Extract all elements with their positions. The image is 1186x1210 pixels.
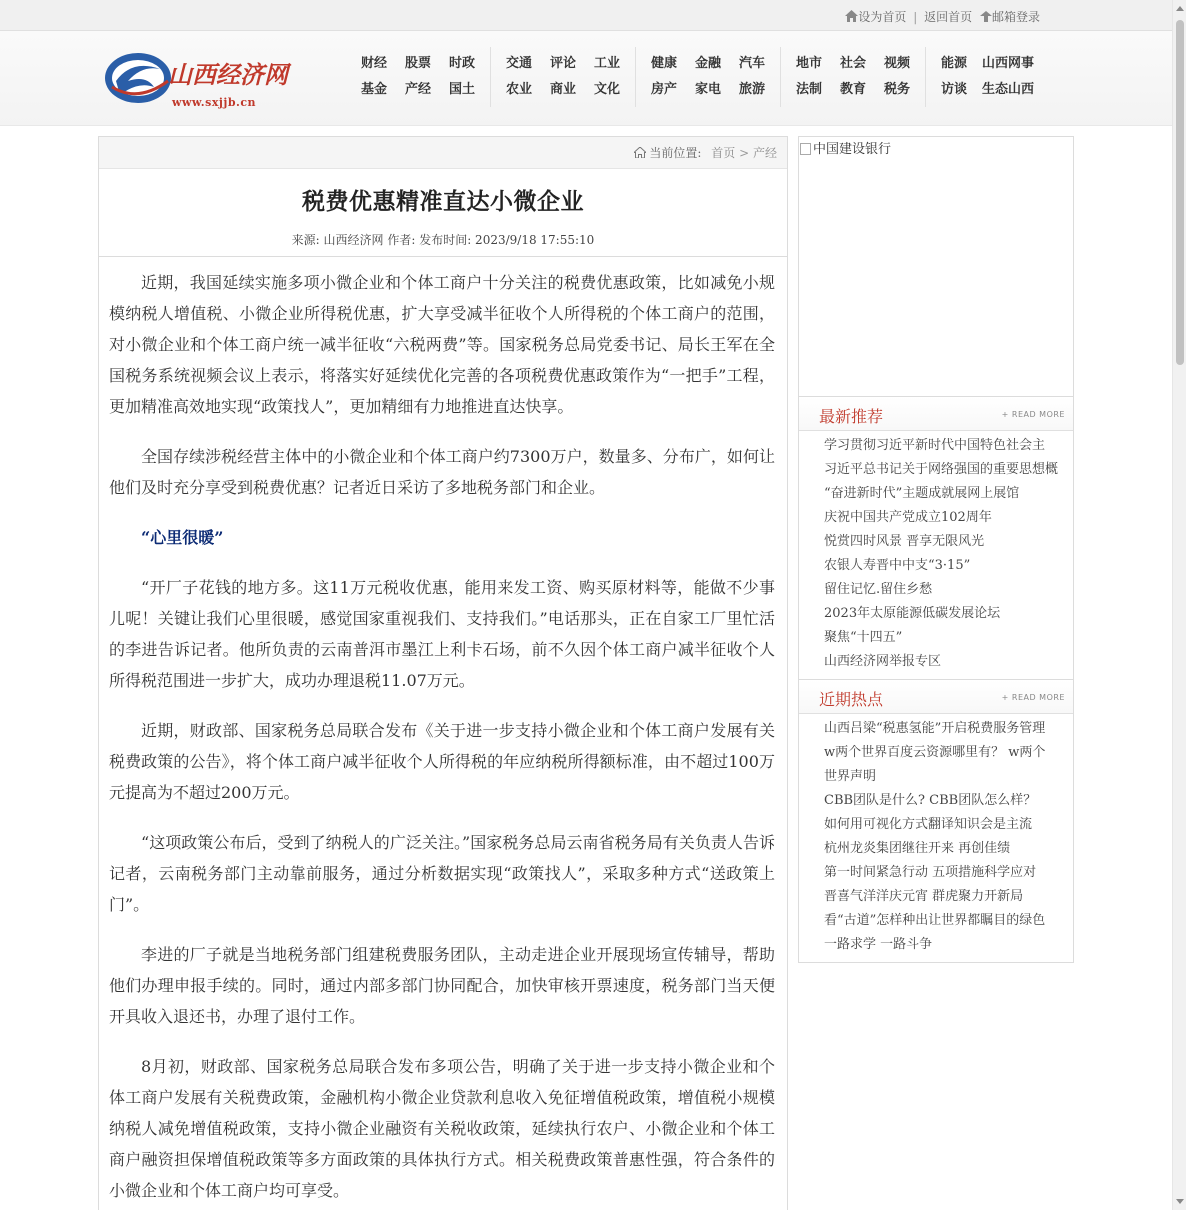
nav-item[interactable]: 农业 [505,82,532,97]
list-item[interactable]: 山西吕梁“税惠氢能”开启税费服务管理 [824,721,1046,736]
list-item[interactable]: 庆祝中国共产党成立102周年 [824,510,992,525]
article-body [99,257,787,1206]
list-item[interactable]: 留住记忆.留住乡愁 [824,582,933,597]
list-item[interactable]: 第一时间紧急行动 五项措施科学应对 晋喜气洋洋庆元宵 群虎聚力开新局 [824,865,1037,904]
article-paragraph: 近期，我国延续实施多项小微企业和个体工商户十分关注的税费优惠政策，比如减免小规模纳税人增值税、小微企业所得税优惠，扩大享受减半征收个人所得税的个体工商户的范围，对小微企业和个体工商户统一减半征收“六税两费”等。国家税务总局党委书记、局长王军在全国税务系统视频会议上表示，将落实好延续优化完善的各项税费优惠政策作为“一把手”工程，更加精准高效地实现“政策找人”，更加精细有力地推进直达快享。 [109,273,775,416]
nav-item[interactable]: 交通 [505,56,532,71]
nav-group-1 [346,47,491,107]
list-item[interactable]: 山西经济网举报专区 [824,654,942,669]
nav-item[interactable]: 健康 [650,56,677,71]
page-scrollbar[interactable] [1172,0,1186,1210]
list-item[interactable]: CBB团队是什么? CBB团队怎么样？如何用可视化方式翻译知识会是主流 [824,793,1037,832]
nav-item[interactable]: 工业 [593,56,620,71]
article-paragraph: 李进的厂子就是当地税务部门组建税费服务团队，主动走进企业开展现场宣传辅导，帮助他们办理申报手续的。同时，通过内部多部门协同配合，加快审核开票速度，税务部门当天便开具收入退还书，办理了退付工作。 [109,945,775,1026]
nav-item[interactable]: 社会 [839,56,866,71]
breadcrumb-home-link[interactable]: 首页 [711,146,736,160]
mail-login-link[interactable] [980,10,1040,24]
nav-item[interactable]: 生态山西 [981,82,1034,97]
top-utility-bar [0,0,1186,31]
nav-item[interactable]: 访谈 [940,82,967,97]
article-paragraph: 8月初，财政部、国家税务总局联合发布多项公告，明确了关于进一步支持小微企业和个体工商户发展有关税费政策，金融机构小微企业贷款利息收入免征增值税政策，增值税小规模纳税人减免增值税政策，支持小微企业融资有关税收政策，延续执行农户、小微企业和个体工商户融资担保增值税政策等多方面政策的具体执行方式。相关税费政策普惠性强，符合条件的小微企业和个体工商户均可享受。 [109,1057,775,1200]
scroll-up-icon[interactable] [1176,6,1184,11]
nav-item[interactable]: 能源 [940,56,967,71]
article-panel [98,136,788,1210]
nav-item[interactable]: 视频 [883,56,910,71]
set-home-label: 设为首页 [858,10,907,24]
latest-list [799,431,1073,679]
ad-banner[interactable] [798,136,1074,396]
nav-item[interactable]: 税务 [883,82,910,97]
hot-topics-title: 近期热点 [819,690,884,709]
list-item[interactable]: w两个世界百度云资源哪里有？ w两个世界声明 [824,745,1046,784]
site-logo[interactable] [102,51,292,109]
top-links [845,8,1040,25]
ad-alt-text: 中国建设银行 [813,142,892,157]
nav-item[interactable]: 产经 [404,82,431,97]
latest-recommend-box [798,396,1074,680]
list-item[interactable]: “奋进新时代”主题成就展网上展馆 [824,486,1020,501]
hot-topics-header [799,680,1073,714]
nav-item[interactable]: 股票 [404,56,431,71]
nav-item[interactable]: 旅游 [738,82,765,97]
nav-item[interactable]: 时政 [448,56,475,71]
article-subheading: “心里很暖” [141,528,224,547]
page-title: 税费优惠精准直达小微企业 [302,188,584,215]
back-home-link[interactable]: 返回首页 [924,10,973,24]
nav-item[interactable]: 教育 [839,82,866,97]
list-item[interactable]: 2023年太原能源低碳发展论坛 [824,606,1001,621]
list-item[interactable]: 学习贯彻习近平新时代中国特色社会主 [824,438,1046,453]
nav-item[interactable]: 金融 [694,56,721,71]
latest-recommend-header [799,397,1073,431]
breadcrumb-label: 当前位置: [649,146,702,160]
article-meta: 来源: 山西经济网 作者: 发布时间: 2023/9/18 17:55:10 [99,231,787,257]
arrow-up-icon [980,11,992,22]
hot-list [799,714,1073,962]
nav-item[interactable]: 商业 [549,82,576,97]
list-item[interactable]: 聚焦“十四五” [824,630,903,645]
nav-group-5 [926,47,1046,107]
scroll-down-icon[interactable] [1176,1199,1184,1204]
nav-group-2 [491,47,636,107]
home-icon [634,147,646,158]
set-home-link[interactable] [845,10,910,24]
logo-url: www.sxjjb.cn [172,96,257,109]
svg-text:山西经济网: 山西经济网 [168,60,288,89]
breadcrumb-arrow: > [739,146,750,160]
read-more-link[interactable]: + READ MORE [1001,693,1065,702]
home-icon [845,10,858,22]
main-nav [346,47,1046,107]
hot-topics-box [798,680,1074,963]
read-more-link[interactable]: + READ MORE [1001,410,1065,419]
list-item[interactable]: 悦赏四时风景 晋享无限风光 [824,534,985,549]
nav-item[interactable]: 汽车 [738,56,765,71]
sidebar [798,136,1074,963]
list-item[interactable]: 农银人寿晋中中支“3·15” [824,558,971,573]
article-paragraph: “这项政策公布后，受到了纳税人的广泛关注。”国家税务总局云南省税务局有关负责人告诉记者，云南税务部门主动靠前服务，通过分析数据实现“政策找人”，采取多种方式“送政策上门”。 [109,833,775,914]
nav-item[interactable]: 国土 [448,82,475,97]
nav-group-4 [781,47,926,107]
nav-item[interactable]: 法制 [795,82,822,97]
nav-item[interactable]: 文化 [593,82,620,97]
nav-item[interactable]: 房产 [650,82,677,97]
nav-item[interactable]: 家电 [694,82,721,97]
breadcrumb [99,137,787,169]
article-paragraph: 近期，财政部、国家税务总局联合发布《关于进一步支持小微企业和个体工商户发展有关税费政策的公告》，将个体工商户减半征收个人所得税的年应纳税所得额标准，由不超过100万元提高为不超过200万元。 [109,721,775,802]
article-paragraph: 全国存续涉税经营主体中的小微企业和个体工商户约7300万户，数量多、分布广，如何让他们及时充分享受到税费优惠？记者近日采访了多地税务部门和企业。 [109,447,775,497]
list-item[interactable]: 习近平总书记关于网络强国的重要思想概 [824,462,1059,477]
nav-item[interactable]: 财经 [360,56,387,71]
nav-item[interactable]: 地市 [795,56,822,71]
latest-recommend-title: 最新推荐 [819,407,884,426]
nav-item[interactable]: 山西网事 [981,56,1034,71]
scrollbar-thumb[interactable] [1176,20,1184,365]
breadcrumb-section-link[interactable]: 产经 [752,146,777,160]
article-paragraph: “开厂子花钱的地方多。这11万元税收优惠，能用来发工资、购买原材料等，能做不少事儿呢！关键让我们心里很暖，感觉国家重视我们、支持我们。”电话那头，正在自家工厂里忙活的李进告诉记者。他所负责的云南普洱市墨江上利卡石场，前不久因个体工商户减半征收个人所得税范围进一步扩大，成功办理退税11.07万元。 [109,578,775,690]
list-item[interactable]: 看“古道”怎样种出让世界都瞩目的绿色一路求学 一路斗争 [824,913,1046,952]
separator: | [913,10,918,24]
list-item[interactable]: 杭州龙炎集团继往开来 再创佳绩 [824,841,1011,856]
nav-group-3 [636,47,781,107]
mail-login-label: 邮箱登录 [991,10,1040,24]
site-header [0,31,1186,126]
nav-item[interactable]: 评论 [549,56,576,71]
broken-image-icon [800,143,811,155]
nav-item[interactable]: 基金 [360,82,387,97]
